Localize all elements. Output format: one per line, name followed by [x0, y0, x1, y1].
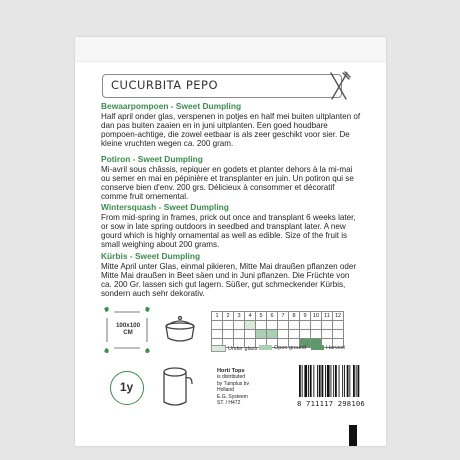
calendar-row-sowing [212, 321, 344, 330]
calendar-header-row [212, 312, 344, 321]
section-french [101, 155, 361, 202]
month-label: 9 [300, 312, 311, 321]
calendar-cell [278, 321, 289, 330]
calendar-cell [333, 321, 344, 330]
barcode-bar [310, 365, 312, 397]
company-line-1: is distributed [217, 374, 246, 381]
calendar-cell [322, 330, 333, 339]
spacing-label [114, 322, 142, 336]
company-line-3: Holland [217, 387, 234, 394]
calendar-cell [300, 321, 311, 330]
barcode-bar [353, 365, 355, 397]
section-english [101, 203, 361, 250]
month-label: 11 [322, 312, 333, 321]
calendar-cell [245, 330, 256, 339]
legend-under-glass [211, 345, 257, 352]
barcode-bar [344, 365, 345, 397]
section-heading-french: Potiron - Sweet Dumpling [101, 154, 203, 164]
section-dutch [101, 102, 361, 149]
black-bar [349, 425, 357, 446]
section-body-english: From mid-spring in frames, prick out once and transplant 6 weeks later, or sow in late spring outdoors in seedbed and transplant later. A new gourd which is highly ornamental as well as edible. Size of the fruit is small weighing about 200 grams. [101, 212, 356, 250]
calendar-cell [234, 321, 245, 330]
packet-flap [75, 37, 386, 62]
company-line-4: E.G. Systeem [217, 393, 248, 400]
calendar-cell [256, 321, 267, 330]
barcode [299, 365, 363, 399]
barcode-bar [358, 365, 360, 397]
section-body-french: Mi-avril sous châssis, repiquer en godets et planter dehors à la mi-mai ou semer en mai en pépinière et transplanter en juin. Un potiron qui se conserve bien d'env. 200 grs. Délicieux à consommer et décoratif comme fruit ornemental. [101, 164, 354, 202]
month-label: 10 [311, 312, 322, 321]
cutlery-icon [326, 70, 352, 102]
month-label: 3 [234, 312, 245, 321]
calendar-cell [212, 330, 223, 339]
pot-icon [160, 308, 200, 348]
barcode-bar [339, 365, 340, 397]
calendar-row-planting [212, 330, 344, 339]
legend-label-harvest: Harvest [326, 345, 345, 351]
sowing-calendar [211, 311, 344, 348]
legend-swatch-open-ground [259, 345, 272, 350]
calendar-cell [289, 330, 300, 339]
barcode-bar [322, 365, 324, 397]
spacing-value: 100x100 [115, 322, 141, 329]
legend-swatch-harvest [311, 345, 324, 350]
calendar-cell [311, 321, 322, 330]
lifecycle-badge [110, 371, 144, 405]
barcode-bar [335, 365, 337, 397]
barcode-bar [325, 365, 326, 397]
barcode-bar [333, 365, 334, 397]
title-box [102, 74, 342, 98]
calendar-cell [300, 330, 311, 339]
month-label: 1 [212, 312, 223, 321]
barcode-bar [319, 365, 321, 397]
company-line-2: by Tuinplus bv [217, 380, 249, 387]
calendar-cell [223, 321, 234, 330]
lifecycle-text: 1y [119, 380, 134, 394]
month-label: 5 [256, 312, 267, 321]
section-heading-german: Kürbis - Sweet Dumpling [101, 251, 201, 261]
legend-harvest [311, 345, 345, 351]
legend-label-open-ground: Open ground [274, 345, 307, 351]
barcode-bar [331, 365, 332, 397]
month-label: 12 [333, 312, 344, 321]
month-label: 8 [289, 312, 300, 321]
section-body-german: Mitte April unter Glas, einmal pikieren, Mitte Mai draußen pflanzen oder Mitte Mai draußen in Beet säen und in Juni pflanzen. Die Früchte von ca. 200 Gr. lassen sich gut lagern. Süßer, gut schmeckender Kürbis, sondern auch sehr dekorativ. [101, 261, 357, 299]
calendar-cell [245, 321, 256, 330]
barcode-bar [302, 365, 303, 397]
calendar-cell [267, 321, 278, 330]
barcode-bar [327, 365, 330, 397]
calendar-cell [278, 330, 289, 339]
calendar-cell [311, 330, 322, 339]
legend-open-ground [259, 345, 306, 351]
barcode-bar [304, 365, 307, 397]
legend-label-under-glass: Under glass [228, 345, 258, 352]
section-german [101, 252, 361, 299]
month-label: 7 [278, 312, 289, 321]
calendar-cell [234, 330, 245, 339]
month-label: 2 [223, 312, 234, 321]
barcode-bar [356, 365, 357, 397]
barcode-bar [308, 365, 309, 397]
barcode-bar [347, 365, 349, 397]
company-name: Horti Tops [217, 368, 245, 374]
barcode-bar [317, 365, 318, 397]
calendar-cell [333, 330, 344, 339]
seed-can-icon [160, 364, 194, 412]
month-label: 6 [267, 312, 278, 321]
legend-swatch-under-glass [211, 345, 226, 352]
calendar-cell [322, 321, 333, 330]
calendar-cell [223, 330, 234, 339]
barcode-bar [342, 365, 343, 397]
calendar-cell [289, 321, 300, 330]
month-label: 4 [245, 312, 256, 321]
barcode-bar [313, 365, 314, 397]
barcode-bar [299, 365, 301, 397]
spacing-unit: CM [123, 329, 133, 337]
section-heading-english: Wintersquash - Sweet Dumpling [101, 202, 229, 212]
company-info [217, 368, 249, 406]
calendar-cell [212, 321, 223, 330]
barcode-bar [349, 365, 350, 397]
company-line-5: ST. / H472 [217, 400, 241, 407]
calendar-cell [256, 330, 267, 339]
species-title: CUCURBITA PEPO [111, 78, 219, 92]
section-body-dutch: Half april onder glas, verspenen in potjes en half mei buiten uitplanten of dan pas buiten zaaien en in juni uitplanten. Een goed houdbare pompoen-achtige, die zowel eetbaar is als zeer geschikt voor sier. De kleine vruchten wegen ca. 200 gram. [101, 111, 361, 149]
section-heading-dutch: Bewaarpompoen - Sweet Dumpling [101, 101, 242, 111]
calendar-cell [267, 330, 278, 339]
barcode-number: 8 711117 298106 [297, 399, 365, 408]
